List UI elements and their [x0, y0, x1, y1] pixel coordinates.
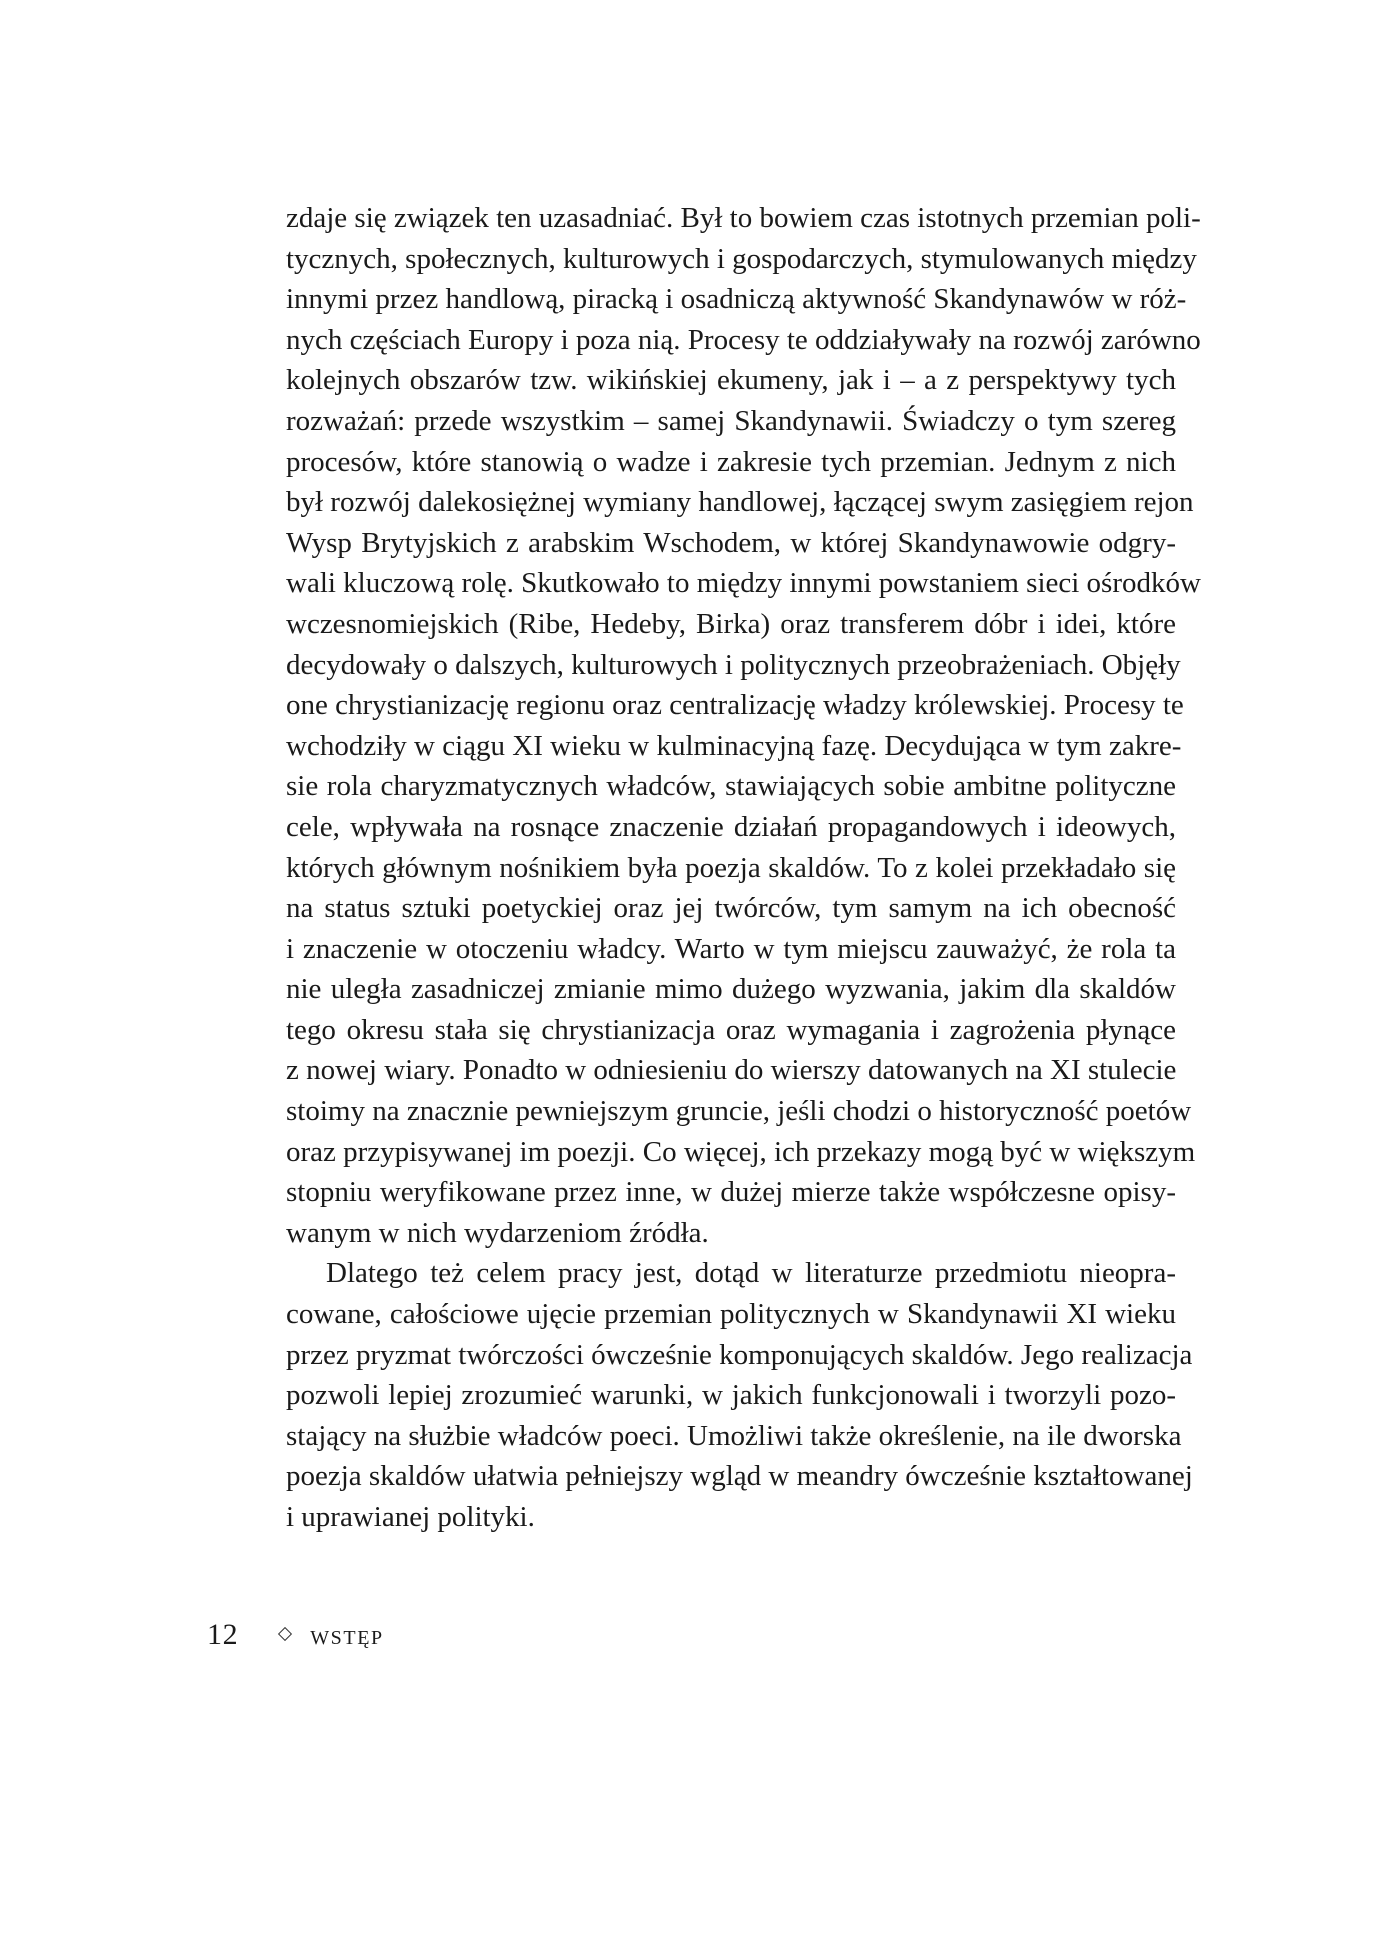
- text-line: sie rola charyzmatycznych władców, stawiających sobie ambitne polityczne: [286, 770, 1176, 803]
- text-line: cowane, całościowe ujęcie przemian politycznych w Skandynawii XI wieku: [286, 1298, 1176, 1331]
- text-line: i uprawianej polityki.: [286, 1501, 535, 1533]
- text-line: decydowały o dalszych, kulturowych i politycznych przeobrażeniach. Objęły: [286, 648, 1181, 681]
- text-line: których głównym nośnikiem była poezja skaldów. To z kolei przekładało się: [286, 851, 1176, 884]
- paragraph-2: [286, 1253, 1193, 1537]
- text-line: wali kluczową rolę. Skutkowało to między innymi powstaniem sieci ośrodków: [286, 567, 1201, 600]
- text-line: z nowej wiary. Ponadto w odniesieniu do wierszy datowanych na XI stulecie: [286, 1054, 1177, 1087]
- text-line: wchodziły w ciągu XI wieku w kulminacyjną fazę. Decydująca w tym zakre-: [286, 729, 1182, 762]
- body-text: [286, 198, 1201, 1538]
- text-line: Dlatego też celem pracy jest, dotąd w literaturze przedmiotu nieopra-: [326, 1257, 1176, 1290]
- text-line: był rozwój dalekosiężnej wymiany handlowej, łączącej swym zasięgiem rejon: [286, 486, 1194, 519]
- text-line: one chrystianizację regionu oraz centralizację władzy królewskiej. Procesy te: [286, 689, 1184, 722]
- text-line: zdaje się związek ten uzasadniać. Był to bowiem czas istotnych przemian poli-: [286, 202, 1201, 234]
- text-line: tycznych, społecznych, kulturowych i gospodarczych, stymulowanych między: [286, 242, 1197, 275]
- text-line: tego okresu stała się chrystianizacja oraz wymagania i zagrożenia płynące: [286, 1013, 1176, 1046]
- text-line: oraz przypisywanej im poezji. Co więcej, ich przekazy mogą być w większym: [286, 1135, 1196, 1168]
- text-line: i znaczenie w otoczeniu władcy. Warto w tym miejscu zauważyć, że rola ta: [286, 932, 1176, 965]
- text-line: pozwoli lepiej zrozumieć warunki, w jakich funkcjonowali i tworzyli pozo-: [286, 1379, 1176, 1412]
- text-line: stający na służbie władców poeci. Umożliwi także określenie, na ile dworska: [286, 1419, 1182, 1452]
- text-line: innymi przez handlową, piracką i osadniczą aktywność Skandynawów w róż-: [286, 283, 1187, 316]
- diamond-icon: [278, 1627, 292, 1641]
- text-line: wanym w nich wydarzeniom źródła.: [286, 1216, 709, 1249]
- text-line: nie uległa zasadniczej zmianie mimo dużego wyzwania, jakim dla skaldów: [286, 973, 1176, 1006]
- text-line: przez pryzmat twórczości ówcześnie komponujących skaldów. Jego realizacja: [286, 1338, 1193, 1371]
- text-line: stopniu weryfikowane przez inne, w dużej mierze także współczesne opisy-: [286, 1176, 1176, 1209]
- page-footer: [207, 1618, 384, 1668]
- running-head: WSTĘP: [310, 1627, 384, 1649]
- text-line: nych częściach Europy i poza nią. Procesy te oddziaływały na rozwój zarówno: [286, 323, 1201, 356]
- text-line: wczesnomiejskich (Ribe, Hedeby, Birka) oraz transferem dóbr i idei, które: [286, 607, 1176, 640]
- text-line: kolejnych obszarów tzw. wikińskiej ekumeny, jak i – a z perspektywy tych: [286, 364, 1176, 397]
- text-line: poezja skaldów ułatwia pełniejszy wgląd w meandry ówcześnie kształtowanej: [286, 1460, 1193, 1493]
- page-number: 12: [207, 1618, 239, 1651]
- text-line: stoimy na znacznie pewniejszym gruncie, jeśli chodzi o historyczność poetów: [286, 1095, 1192, 1128]
- text-line: cele, wpływała na rosnące znaczenie działań propagandowych i ideowych,: [286, 810, 1176, 843]
- text-line: Wysp Brytyjskich z arabskim Wschodem, w której Skandynawowie odgry-: [286, 526, 1176, 559]
- text-line: procesów, które stanowią o wadze i zakresie tych przemian. Jednym z nich: [286, 445, 1176, 478]
- paragraph-1: [286, 198, 1201, 1253]
- text-line: na status sztuki poetyckiej oraz jej twórców, tym samym na ich obecność: [286, 892, 1176, 925]
- text-line: rozważań: przede wszystkim – samej Skandynawii. Świadczy o tym szereg: [286, 404, 1176, 437]
